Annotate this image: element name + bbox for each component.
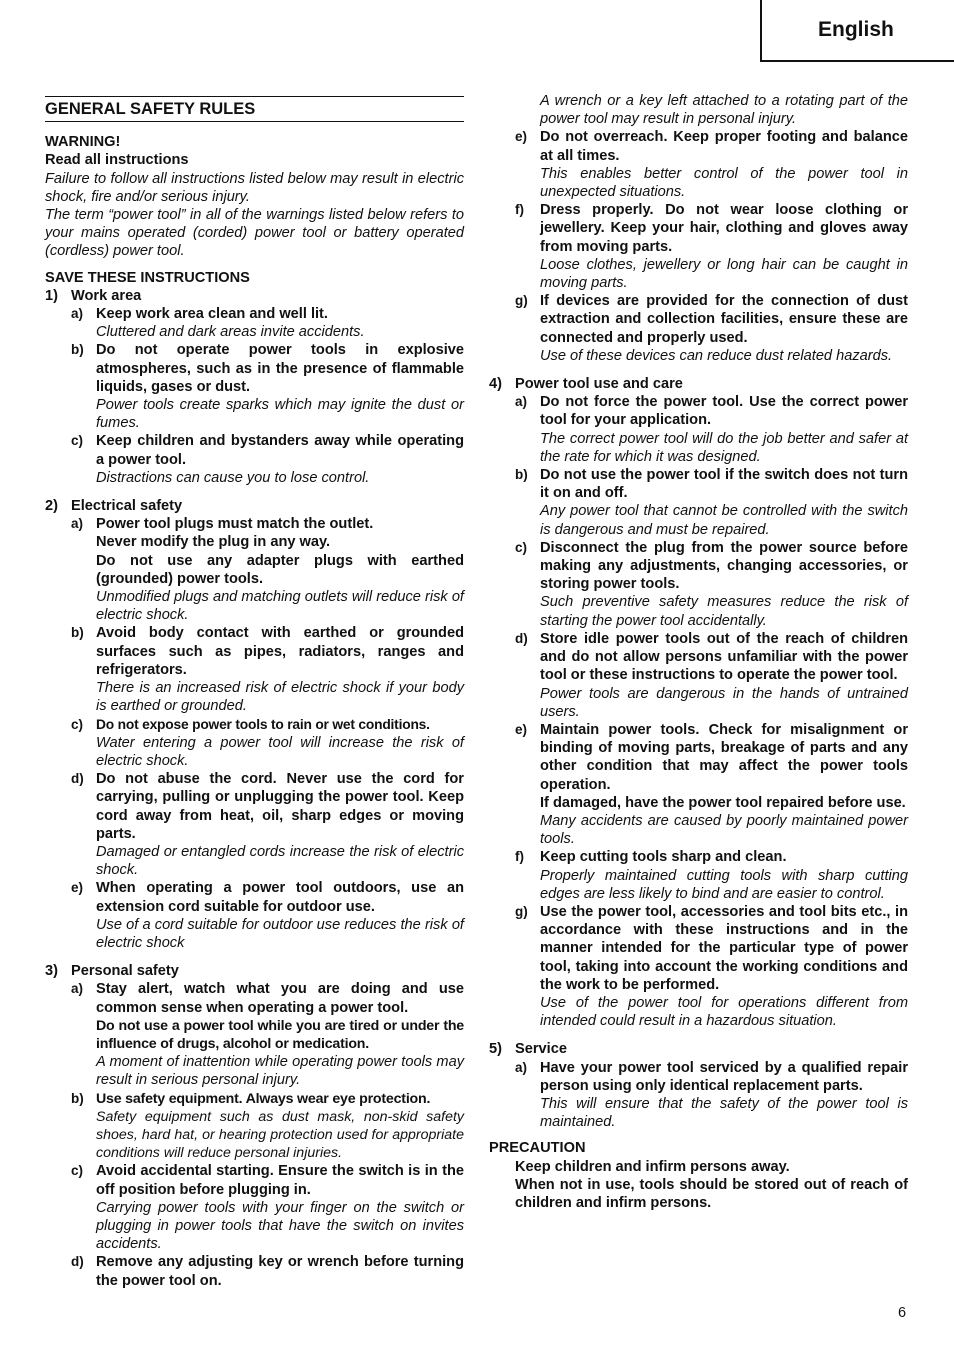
section-heading: 4) Power tool use and care xyxy=(489,376,683,393)
list-item: g) If devices are provided for the connection of dust extraction and collection facilities, ensure these are connected and properly used. Use of these devices can reduce dust related hazards. xyxy=(515,293,908,364)
list-item: c) Disconnect the plug from the power source before making any adjustments, changing accessories, or storing power tools. Such preventive safety measures reduce the risk of starting the power tool accidentally. xyxy=(515,539,908,629)
precaution-text-2: When not in use, tools should be stored out of reach of children and infirm persons. xyxy=(515,1176,908,1211)
list-item: e) Maintain power tools. Check for misalignment or binding of moving parts, breakage of parts and any other condition that may affect the power tools operation. If damaged, have the power tool repaired before use. Many accidents are caused by poorly maintained power tools. xyxy=(515,721,908,848)
language-tab xyxy=(760,0,954,62)
page-number: 6 xyxy=(898,1305,907,1321)
intro-text: Failure to follow all instructions listed below may result in electric shock, fire and/or serious injury. xyxy=(45,170,464,205)
section-heading: 1) Work area xyxy=(45,287,142,304)
list-item: d) Store idle power tools out of the reach of children and do not allow persons unfamiliar with the power tool or these instructions to operate the power tool. Power tools are dangerous in the hands of untrained users. xyxy=(515,630,908,720)
continued-text: A wrench or a key left attached to a rotating part of the power tool may result in personal injury. xyxy=(540,93,908,128)
intro-text-2: The term “power tool” in all of the warnings listed below refers to your mains operated (corded) power tool or battery operated (cordless) power tool. xyxy=(45,207,464,260)
list-item: c) Keep children and bystanders away while operating a power tool. Distractions can cause you to lose control. xyxy=(71,433,464,486)
precaution-title: PRECAUTION xyxy=(489,1140,586,1157)
list-item: b) Do not operate power tools in explosive atmospheres, such as in the presence of flammable liquids, gases or dust. Power tools create sparks which may ignite the dust or fumes. xyxy=(71,342,464,432)
list-item: b) Use safety equipment. Always wear eye protection. Safety equipment such as dust mask, non-skid safety shoes, hard hat, or hearing protection used for appropriate conditions will reduce personal injuries. xyxy=(71,1090,464,1162)
list-item: d) Do not abuse the cord. Never use the cord for carrying, pulling or unplugging the power tool. Keep cord away from heat, oil, sharp edges or moving parts. Damaged or entangled cords increase the risk of electric shock. xyxy=(71,771,464,879)
page-title: GENERAL SAFETY RULES xyxy=(45,96,464,122)
list-item: g) Use the power tool, accessories and tool bits etc., in accordance with these instructions and in the manner intended for the particular type of power tool, taking into account the working conditions and the work to be performed. Use of the power tool for operations different from intended could result in a hazardous situation. xyxy=(515,903,908,1030)
list-item: b) Do not use the power tool if the switch does not turn it on and off. Any power tool that cannot be controlled with the switch is dangerous and must be repaired. xyxy=(515,467,908,538)
precaution-text: Keep children and infirm persons away. xyxy=(515,1158,790,1175)
save-instructions: SAVE THESE INSTRUCTIONS xyxy=(45,269,250,286)
list-item: c) Do not expose power tools to rain or wet conditions. Water entering a power tool will increase the risk of electric shock. xyxy=(71,716,464,769)
list-item: f) Dress properly. Do not wear loose clothing or jewellery. Keep your hair, clothing and gloves away from moving parts. Loose clothes, jewellery or long hair can be caught in moving parts. xyxy=(515,202,908,292)
right-column xyxy=(489,92,908,1212)
section-heading: 2) Electrical safety xyxy=(45,498,183,515)
list-item: d) Remove any adjusting key or wrench before turning the power tool on. xyxy=(71,1254,464,1289)
warning-label: WARNING! xyxy=(45,134,121,151)
section-heading: 5) Service xyxy=(489,1041,567,1058)
list-item: f) Keep cutting tools sharp and clean. Properly maintained cutting tools with sharp cutting edges are less likely to bind and are easier to control. xyxy=(515,849,908,902)
list-item: a) Stay alert, watch what you are doing and use common sense when operating a power tool. Do not use a power tool while you are tired or under the influence of drugs, alcohol or medication. A moment of inattention while operating power tools may result in serious personal injury. xyxy=(71,981,464,1089)
section-heading: 3) Personal safety xyxy=(45,963,179,980)
list-item: a) Keep work area clean and well lit. Cluttered and dark areas invite accidents. xyxy=(71,306,365,341)
list-item: b) Avoid body contact with earthed or grounded surfaces such as pipes, radiators, ranges and refrigerators. There is an increased risk of electric shock if your body is earthed or grounded. xyxy=(71,625,464,715)
list-item: e) When operating a power tool outdoors, use an extension cord suitable for outdoor use. Use of a cord suitable for outdoor use reduces the risk of electric shock xyxy=(71,880,464,951)
list-item: a) Power tool plugs must match the outlet. Never modify the plug in any way. Do not use any adapter plugs with earthed (grounded) power tools. Unmodified plugs and matching outlets will reduce risk of electric shock. xyxy=(71,516,464,624)
list-item: c) Avoid accidental starting. Ensure the switch is in the off position before plugging in. Carrying power tools with your finger on the switch or plugging in power tools that have the switch on invites accidents. xyxy=(71,1163,464,1253)
list-item: e) Do not overreach. Keep proper footing and balance at all times. This enables better control of the power tool in unexpected situations. xyxy=(515,129,908,201)
list-item: a) Have your power tool serviced by a qualified repair person using only identical replacement parts. This will ensure that the safety of the power tool is maintained. xyxy=(515,1059,908,1131)
list-item: a) Do not force the power tool. Use the correct power tool for your application. The correct power tool will do the job better and safer at the rate for which it was designed. xyxy=(515,394,908,465)
language-label: English xyxy=(818,18,894,41)
read-instructions: Read all instructions xyxy=(45,152,189,169)
left-column xyxy=(45,96,464,1290)
